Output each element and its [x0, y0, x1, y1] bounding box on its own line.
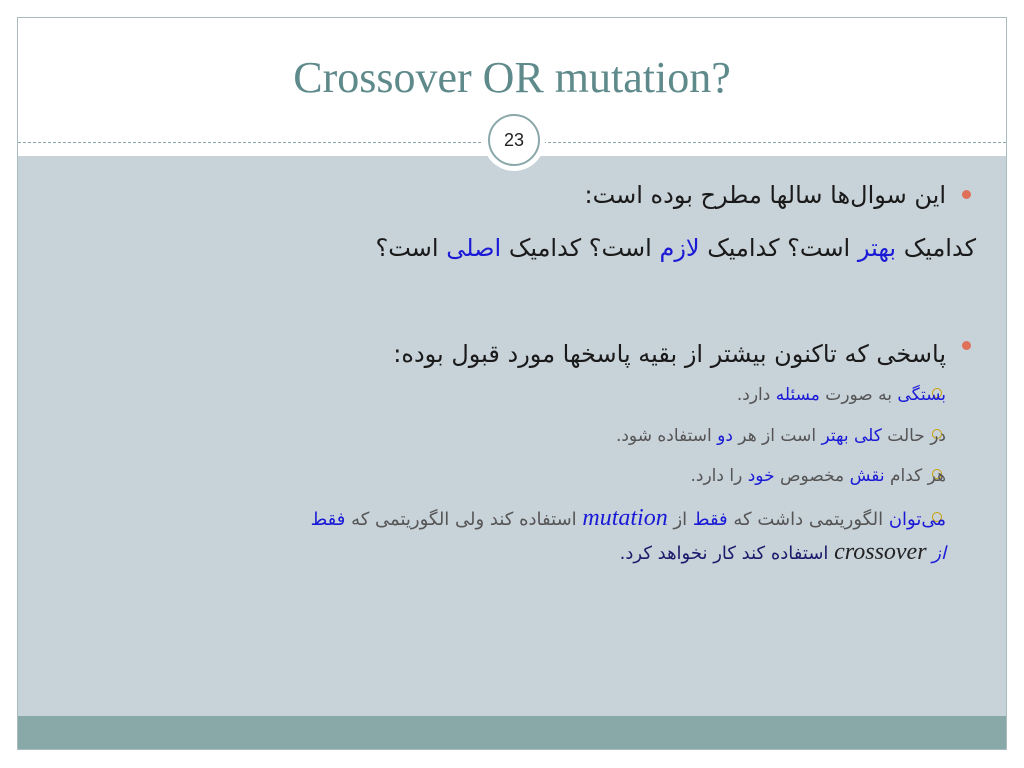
- text-run: از: [667, 509, 693, 530]
- text-run: الگوریتمی داشت که: [727, 509, 889, 530]
- text-run: استفاده شود.: [615, 426, 718, 446]
- slide-title: Crossover OR mutation?: [293, 53, 731, 102]
- sub-bullet-4: [54, 502, 946, 570]
- keyword-main: اصلی: [446, 234, 502, 262]
- text-run: مخصوص: [774, 466, 850, 486]
- text-run: است؟: [375, 234, 447, 262]
- text-run: است از هر: [732, 426, 822, 446]
- keyword: از: [932, 543, 946, 564]
- keyword: بستگی: [897, 385, 946, 405]
- bullet-1-text: این سوال‌ها سالها مطرح بوده است:: [584, 181, 946, 209]
- page-number-badge: [483, 109, 545, 171]
- keyword: کلی بهتر: [821, 426, 882, 446]
- text-run: استفاده کند کار نخواهد کرد.: [619, 543, 835, 564]
- keyword: نقش: [849, 466, 885, 486]
- footer-bar: [18, 716, 1006, 749]
- text-run: است؟ کدامیک: [699, 234, 858, 262]
- text-run: هر کدام: [884, 466, 946, 486]
- sub-bullet-3: [691, 461, 947, 491]
- keyword-necessary: لازم: [659, 234, 700, 262]
- text-run: کدامیک: [896, 234, 976, 262]
- bullet-2-text: پاسخی که تاکنون بیشتر از بقیه پاسخها مورد قبول بوده:: [393, 340, 946, 368]
- bullet-dot: [962, 341, 971, 350]
- page-number: 23: [488, 114, 540, 166]
- keyword-better: بهتر: [857, 234, 897, 262]
- keyword: دو: [717, 426, 733, 446]
- text-run: در حالت: [881, 426, 946, 446]
- keyword: می‌توان: [888, 509, 946, 530]
- sub-bullet-2: [616, 421, 946, 451]
- text-run: استفاده کند ولی الگوریتمی که: [345, 509, 583, 530]
- keyword: خود: [747, 466, 775, 486]
- text-run: به صورت: [819, 385, 898, 405]
- text-run: دارد.: [736, 385, 776, 405]
- text-run: را دارد.: [690, 466, 748, 486]
- bullet-dot: [962, 190, 971, 199]
- keyword: فقط: [310, 509, 346, 530]
- text-run: است؟ کدامیک: [501, 234, 660, 262]
- bullet-1-line2: [376, 228, 977, 268]
- term-mutation: mutation: [582, 505, 668, 531]
- term-crossover: crossover: [834, 539, 927, 565]
- keyword: مسئله: [775, 385, 820, 405]
- keyword: فقط: [692, 509, 728, 530]
- sub-bullet-1: [737, 380, 946, 410]
